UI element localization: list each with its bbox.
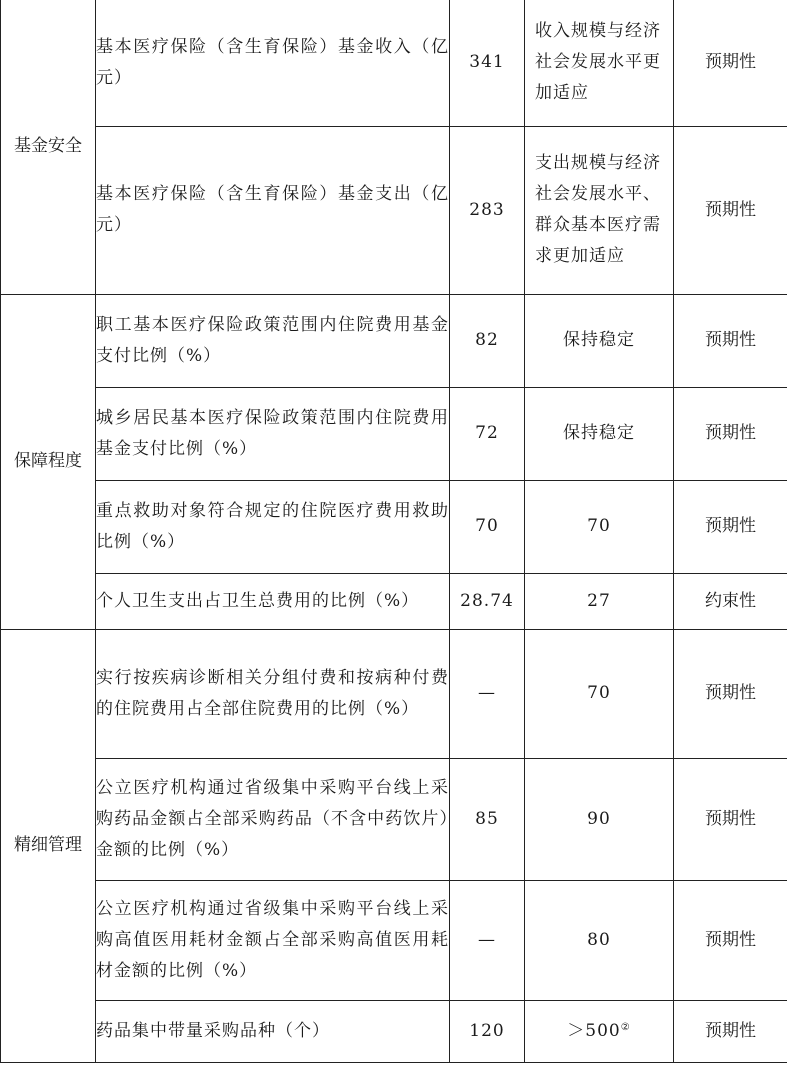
base-value: 70 bbox=[450, 480, 525, 573]
target-value: 70 bbox=[525, 629, 674, 758]
table-row bbox=[1, 387, 787, 480]
table-row bbox=[1, 1000, 787, 1062]
target-value: 保持稳定 bbox=[525, 294, 674, 387]
indicator-name: 基本医疗保险（含生育保险）基金收入（亿元） bbox=[96, 0, 450, 126]
target-value: 保持稳定 bbox=[525, 387, 674, 480]
table-row bbox=[1, 0, 787, 126]
indicator-name: 药品集中带量采购品种（个） bbox=[96, 1000, 450, 1062]
base-value: — bbox=[450, 629, 525, 758]
indicator-nature: 预期性 bbox=[674, 294, 787, 387]
indicator-nature: 约束性 bbox=[674, 573, 787, 629]
target-value: 收入规模与经济社会发展水平更加适应 bbox=[525, 0, 674, 126]
base-value: 72 bbox=[450, 387, 525, 480]
target-value: 90 bbox=[525, 758, 674, 880]
indicator-nature: 预期性 bbox=[674, 758, 787, 880]
indicator-name: 重点救助对象符合规定的住院医疗费用救助比例（%） bbox=[96, 480, 450, 573]
target-value: 支出规模与经济社会发展水平、群众基本医疗需求更加适应 bbox=[525, 126, 674, 294]
base-value: 341 bbox=[450, 0, 525, 126]
indicator-nature: 预期性 bbox=[674, 126, 787, 294]
indicator-name: 公立医疗机构通过省级集中采购平台线上采购高值医用耗材金额占全部采购高值医用耗材金额的比例（%） bbox=[96, 880, 450, 1000]
indicator-nature: 预期性 bbox=[674, 387, 787, 480]
target-value: 80 bbox=[525, 880, 674, 1000]
table-row bbox=[1, 126, 787, 294]
base-value: 85 bbox=[450, 758, 525, 880]
indicator-name: 城乡居民基本医疗保险政策范围内住院费用基金支付比例（%） bbox=[96, 387, 450, 480]
indicator-name: 公立医疗机构通过省级集中采购平台线上采购药品金额占全部采购药品（不含中药饮片）金额的比例（%） bbox=[96, 758, 450, 880]
table-row bbox=[1, 294, 787, 387]
indicator-nature: 预期性 bbox=[674, 0, 787, 126]
table-row bbox=[1, 758, 787, 880]
indicator-name: 基本医疗保险（含生育保险）基金支出（亿元） bbox=[96, 126, 450, 294]
table-row bbox=[1, 880, 787, 1000]
indicator-nature: 预期性 bbox=[674, 480, 787, 573]
footnote-marker: ② bbox=[620, 1021, 631, 1033]
table-row bbox=[1, 573, 787, 629]
base-value: 82 bbox=[450, 294, 525, 387]
target-value: 27 bbox=[525, 573, 674, 629]
base-value: 283 bbox=[450, 126, 525, 294]
category-cell: 精细管理 bbox=[1, 629, 96, 1062]
table-row bbox=[1, 629, 787, 758]
base-value: 120 bbox=[450, 1000, 525, 1062]
table-row bbox=[1, 480, 787, 573]
indicator-nature: 预期性 bbox=[674, 629, 787, 758]
base-value: 28.74 bbox=[450, 573, 525, 629]
indicator-nature: 预期性 bbox=[674, 880, 787, 1000]
category-cell: 保障程度 bbox=[1, 294, 96, 629]
target-value bbox=[525, 1000, 674, 1062]
target-value: 70 bbox=[525, 480, 674, 573]
base-value: — bbox=[450, 880, 525, 1000]
indicator-name: 职工基本医疗保险政策范围内住院费用基金支付比例（%） bbox=[96, 294, 450, 387]
indicator-nature: 预期性 bbox=[674, 1000, 787, 1062]
indicator-name: 个人卫生支出占卫生总费用的比例（%） bbox=[96, 573, 450, 629]
category-cell: 基金安全 bbox=[1, 0, 96, 294]
target-value-text: ＞500 bbox=[567, 1020, 621, 1041]
indicator-name: 实行按疾病诊断相关分组付费和按病种付费的住院费用占全部住院费用的比例（%） bbox=[96, 629, 450, 758]
